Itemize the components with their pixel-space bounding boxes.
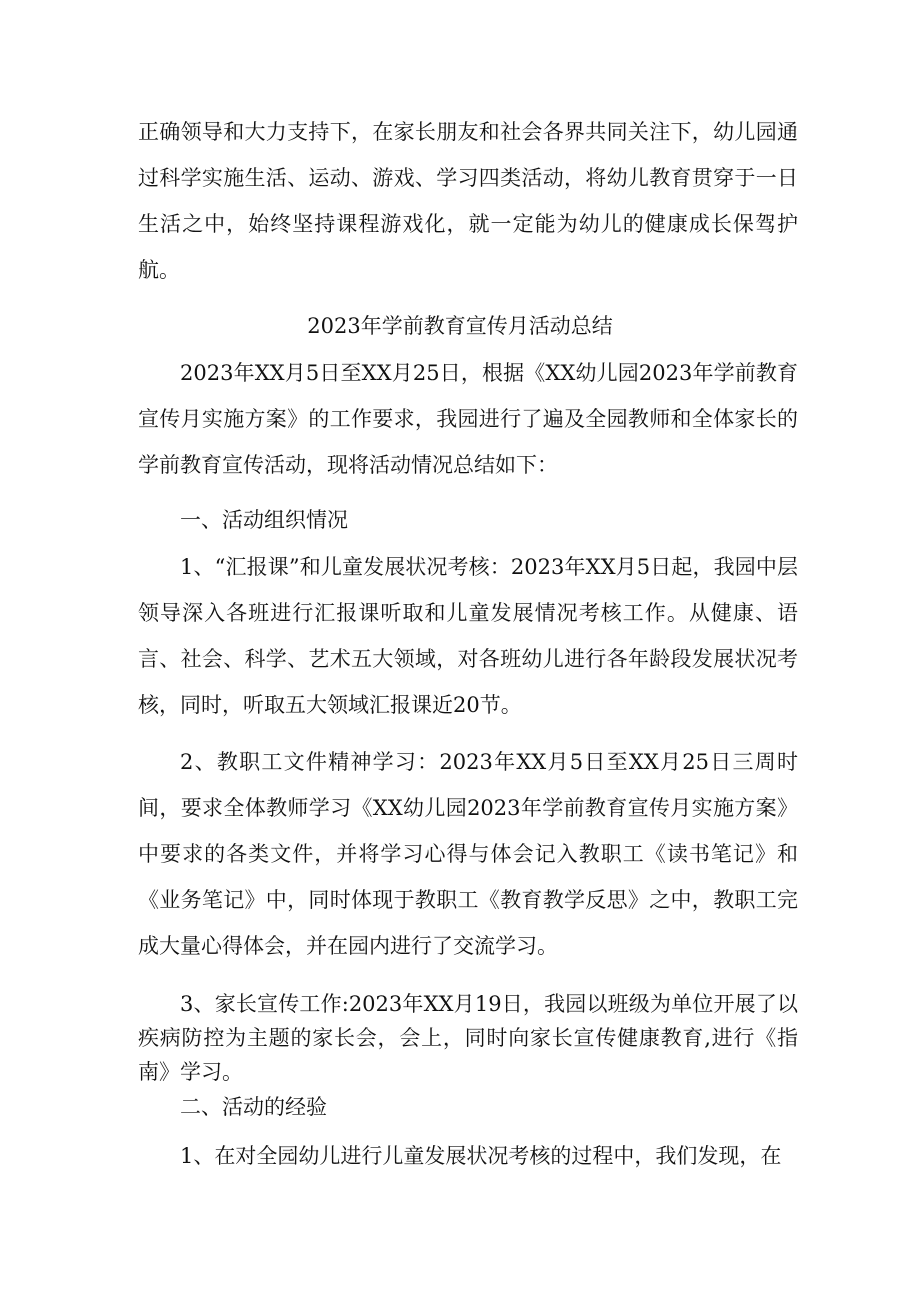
item-1-paragraph: 1、“汇报课”和儿童发展状况考核：2023年XX月5日起，我园中层领导深入各班进行汇报课听取和儿童发展情况考核工作。从健康、语言、社会、科学、艺术五大领域，对各班幼儿进行各年龄段发展状况考核，同时，听取五大领域汇报课近20节。 [138,555,798,717]
document-title: 2023年学前教育宣传月活动总结 [307,314,613,338]
experience-1-paragraph: 1、在对全园幼儿进行儿童发展状况考核的过程中，我们发现，在 [180,1144,782,1168]
section-heading-2: 二、活动的经验 [180,1095,327,1119]
intro-paragraph: 正确领导和大力支持下，在家长朋友和社会各界共同关注下，幼儿园通过科学实施生活、运动、游戏、学习四类活动，将幼儿教育贯穿于一日生活之中，始终坚持课程游戏化，就一定能为幼儿的健康成长保驾护航。 [138,120,798,282]
section-heading-1: 一、活动组织情况 [180,508,348,532]
summary-paragraph: 2023年XX月5日至XX月25日，根据《XX幼儿园2023年学前教育宣传月实施方案》的工作要求，我园进行了遍及全园教师和全体家长的学前教育宣传活动，现将活动情况总结如下： [138,361,798,477]
item-2-paragraph: 2、教职工文件精神学习：2023年XX月5日至XX月25日三周时间，要求全体教师学习《XX幼儿园2023年学前教育宣传月实施方案》中要求的各类文件，并将学习心得与体会记入教职工《读书笔记》和《业务笔记》中，同时体现于教职工《教育教学反思》之中，教职工完成大量心得体会，并在园内进行了交流学习。 [138,750,798,958]
item-3-paragraph: 3、家长宣传工作:2023年XX月19日，我园以班级为单位开展了以疾病防控为主题的家长会，会上，同时向家长宣传健康教育,进行《指南》学习。 [138,992,798,1084]
